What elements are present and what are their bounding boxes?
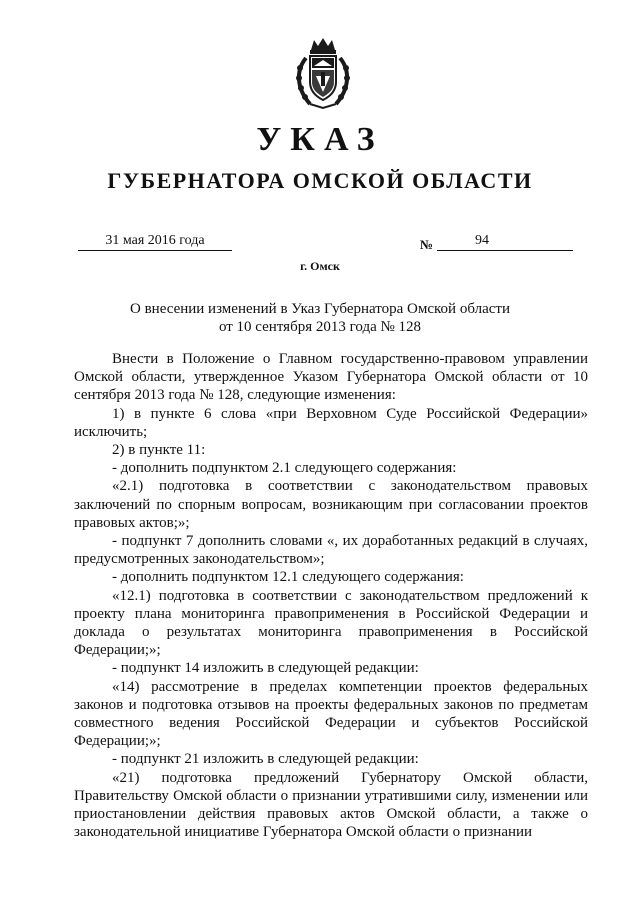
decree-body [74,350,588,841]
decree-number: 94 [475,233,489,248]
body-paragraph: «14) рассмотрение в пределах компетенции проектов федеральных законов и подготовка отзывов на проекты федеральных законов по предметам совместного ведения Российской Федерации и субъектов Российской Федерации;»; [74,678,588,750]
coat-of-arms-icon [292,36,354,110]
body-paragraph: - подпункт 7 дополнить словами «, их доработанных редакций в случаях, предусмотренных законодательством»; [74,533,588,568]
decree-number-field [437,232,573,251]
body-paragraph: - дополнить подпунктом 2.1 следующего содержания: [112,460,457,477]
body-paragraph: 2) в пункте 11: [112,442,206,459]
decree-heading-line-1: О внесении изменений в Указ Губернатора Омской области [130,301,510,317]
body-paragraph: «21) подготовка предложений Губернатору Омской области, Правительству Омской области о признании утратившими силу, изменении или приостановлении действия правовых актов Омской области, а также о законодательной инициативе Губернатора Омской области о признании [74,769,588,841]
body-paragraph: - дополнить подпунктом 12.1 следующего содержания: [112,569,464,586]
decree-heading-line-2: от 10 сентября 2013 года № 128 [218,319,422,335]
body-paragraph: «12.1) подготовка в соответствии с законодательством предложений к проекту плана мониторинга правоприменения в Российской Федерации и доклада о результатах мониторинга правоприменения в Российской Федерации;»; [74,587,588,659]
issuer-title: ГУБЕРНАТОРА ОМСКОЙ ОБЛАСТИ [107,168,533,193]
body-paragraph: Внести в Положение о Главном государственно-правовом управлении Омской области, утвержденное Указом Губернатора Омской области от 10 сентября 2013 года № 128, следующие изменения: [74,351,588,404]
city-label: г. Омск [300,259,340,273]
body-paragraph: - подпункт 14 изложить в следующей редакции: [112,660,419,677]
decree-heading [0,300,640,336]
decree-date: 31 мая 2016 года [78,232,232,251]
document-type-title: УКАЗ [256,121,384,158]
number-sign: № [420,237,434,252]
body-paragraph: 1) в пункте 6 слова «при Верховном Суде Российской Федерации» исключить; [74,405,588,440]
body-paragraph: - подпункт 21 изложить в следующей редакции: [112,751,419,768]
body-paragraph: «2.1) подготовка в соответствии с законодательством правовых заключений по спорным вопросам, возникающим при согласовании проектов правовых актов;»; [74,478,588,531]
